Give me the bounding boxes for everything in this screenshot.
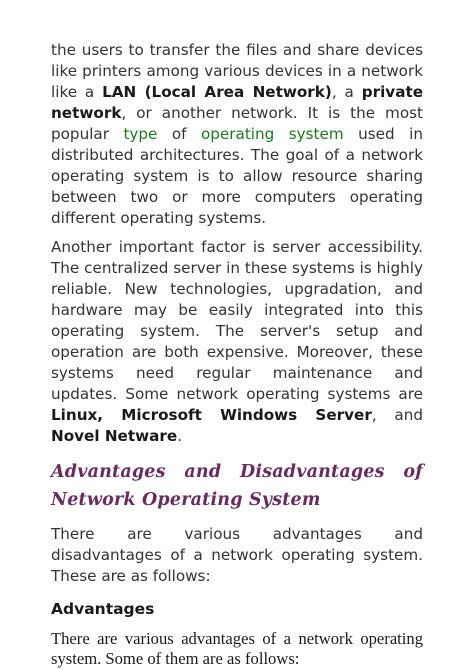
text-segment: , a bbox=[331, 83, 362, 101]
bold-term-novel-netware: Novel Netware bbox=[51, 427, 178, 445]
advantages-heading: Advantages bbox=[51, 600, 155, 618]
document-page bbox=[51, 40, 423, 669]
advantages-intro-paragraph: There are various advantages of a network operating system. Some of them are as follows: bbox=[51, 629, 423, 668]
text-segment: . bbox=[177, 427, 183, 445]
link-type[interactable]: type bbox=[123, 125, 158, 143]
text-segment: the users to transfer the files and share devices like printers among various devices in a network like a bbox=[51, 41, 423, 101]
overview-paragraph: There are various advantages and disadvantages of a network operating system. These are as follows: bbox=[51, 525, 423, 585]
text-segment: Another important factor is server accessibility. The centralized server in these systems is highly reliable. New technologies, upgradation, and hardware may be easily integrated into this operating system. The server's setup and operation are both expensive. Moreover, these systems need regular maintenance and updates. Some network operating systems are bbox=[51, 238, 423, 403]
bold-term-linux-windows: Linux, Microsoft Windows Server bbox=[51, 406, 372, 424]
bold-term-private-network: private network bbox=[51, 83, 424, 122]
intro-paragraph bbox=[51, 40, 423, 229]
section-heading: Advantages and Disadvantages of Network Operating System bbox=[51, 462, 423, 510]
text-segment: of bbox=[157, 125, 201, 143]
server-accessibility-paragraph bbox=[51, 237, 423, 447]
text-segment: used in distributed architectures. The goal of a network operating system is to allow resource sharing between two or more computers operating different operating systems. bbox=[51, 125, 423, 227]
text-segment: , or another network. It is the most popular bbox=[51, 104, 423, 143]
bold-term-lan: LAN (Local Area Network) bbox=[102, 83, 332, 101]
text-segment: , and bbox=[371, 406, 423, 424]
link-operating-system[interactable]: operating system bbox=[201, 125, 344, 143]
